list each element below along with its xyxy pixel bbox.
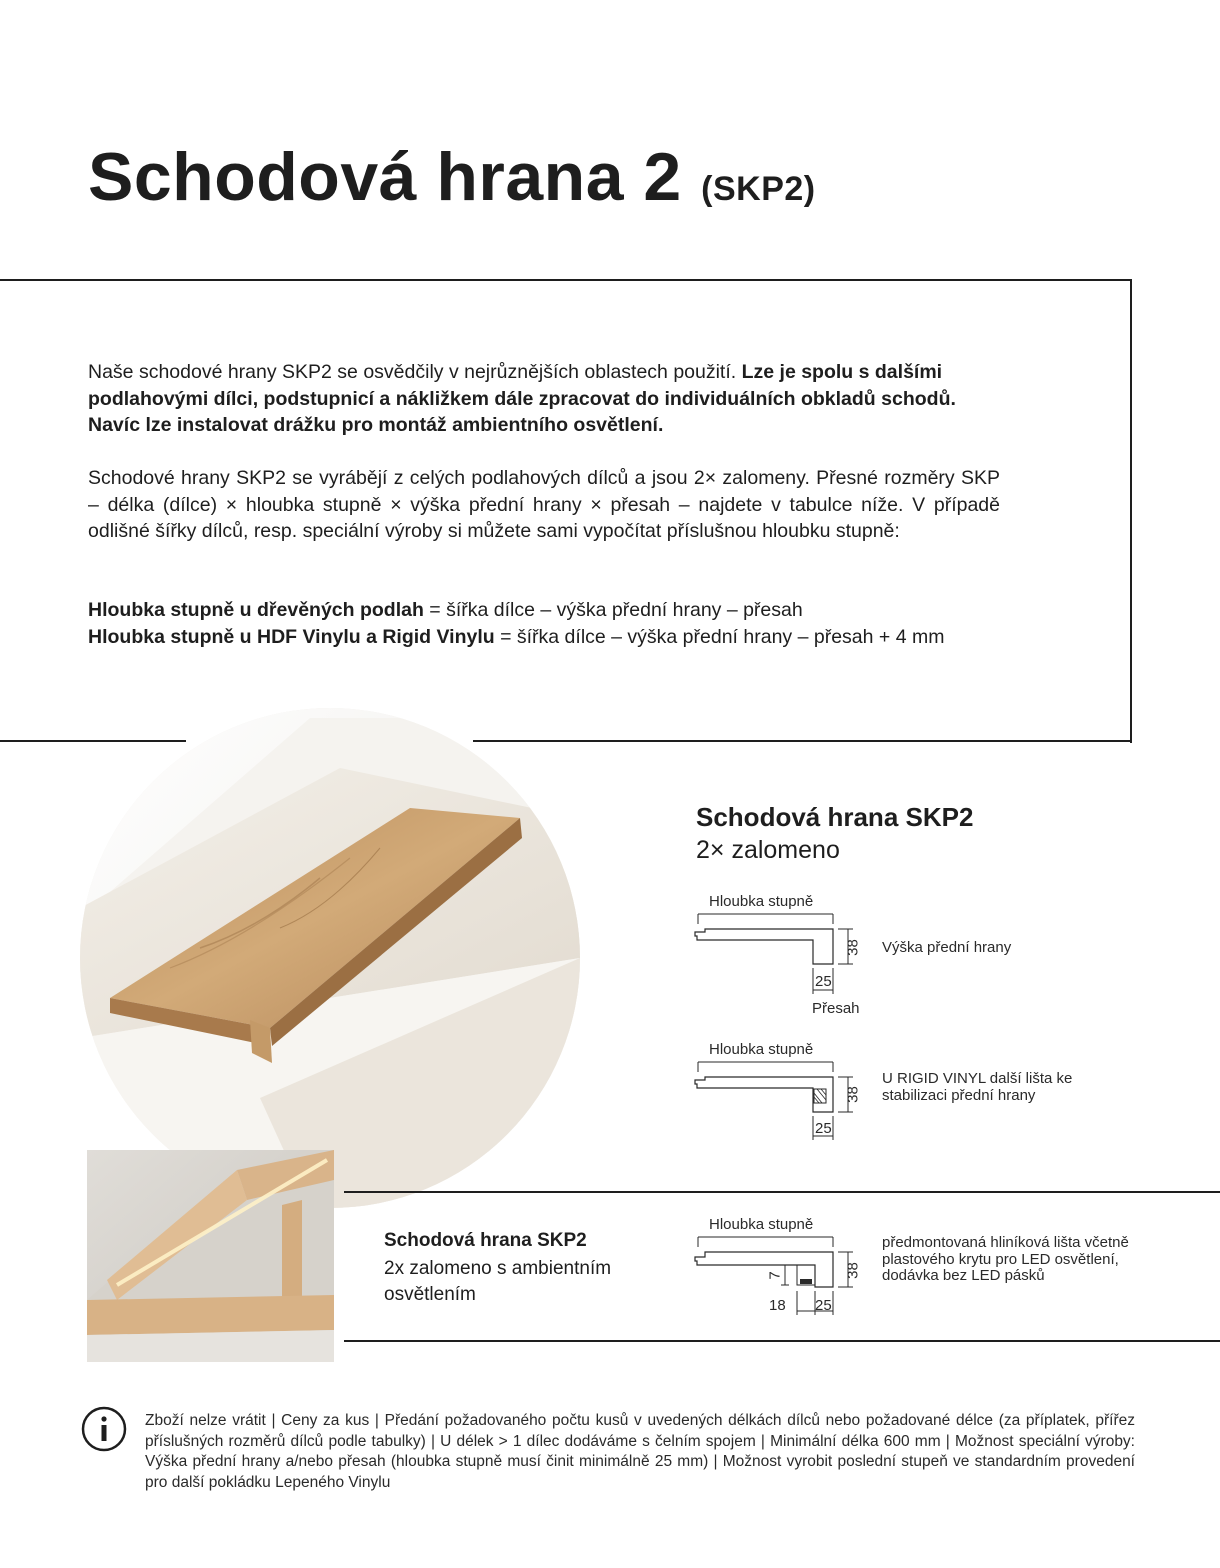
intro-paragraph-2 (88, 465, 1000, 545)
diagram1-depth-label: Hloubka stupně (709, 893, 814, 910)
formula-2 (88, 624, 1000, 651)
page-title (88, 138, 816, 216)
page-title-code: (SKP2) (701, 170, 816, 208)
diagram2-note: U RIGID VINYL další lišta ke stabilizaci přední hrany (882, 1070, 1073, 1104)
led-stair-photo (87, 1150, 334, 1362)
footer-note: Zboží nelze vrátit | Ceny za kus | Předání požadovaného počtu kusů v uvedených délkách dílců nebo požadované délce (za příplatek, přířez příslušných rozměrů dílců podle tabulky) | U délek > 1 dílec dodáváme s čelním spojem | Minimální délka 600 mm | Možnost speciální výroby: Výška přední hrany a/nebo přesah (hloubka stupně musí činit minimálně 25 mm) | Možnost vyrobit poslední stupeň ve standardním provedení pro další pokládku Lepeného Vinylu (145, 1412, 1135, 1491)
formula-1-label: Hloubka stupně u dřevěných podlah (88, 599, 424, 621)
diagram1-overhang-label: Přesah (812, 1000, 860, 1017)
diagram3-width2-value: 25 (815, 1297, 832, 1314)
formula-2-text: = šířka dílce – výška přední hrany – přesah + 4 mm (494, 626, 945, 648)
diagram2-height-value: 38 (844, 1086, 862, 1103)
page-title-main: Schodová hrana 2 (88, 139, 682, 215)
formula-1 (88, 597, 1000, 624)
formula-2-label: Hloubka stupně u HDF Vinylu a Rigid Vinylu (88, 626, 495, 648)
intro-frame-top (0, 279, 1132, 281)
intro-p1-normal: Naše schodové hrany SKP2 se osvědčily v nejrůznějších oblastech použití. (88, 361, 742, 383)
diagram2-overhang-value: 25 (815, 1120, 832, 1137)
diagram3-width1-value: 18 (769, 1297, 786, 1314)
diagram2-drawing (693, 1056, 873, 1156)
intro-p2: Schodové hrany SKP2 se vyrábějí z celých podlahových dílců a jsou 2× zalomeny. Přesné rozměry SKP – délka (dílce) × hloubka stupně × výška přední hrany × přesah – najdete v tabulce níže. V případě odlišné šířky dílců, resp. speciální výroby si můžete sami vypočítat příslušnou hloubku stupně: (88, 467, 1000, 542)
diagram3-note: předmontovaná hliníková lišta včetně plastového krytu pro LED osvětlení, dodávka bez LED pásků (882, 1234, 1129, 1284)
section2-subtitle: 2x zalomeno s ambientním osvětlením (384, 1258, 612, 1305)
diagram2-depth-label: Hloubka stupně (709, 1041, 814, 1058)
section1-title: Schodová hrana SKP2 (696, 802, 974, 832)
intro-frame-right (1130, 279, 1132, 743)
diagram3-depth-label: Hloubka stupně (709, 1216, 814, 1233)
diagram1-height-value: 38 (844, 939, 862, 956)
intro-paragraph-1 (88, 359, 1000, 439)
section2-title: Schodová hrana SKP2 (384, 1230, 587, 1251)
section1-subtitle: 2× zalomeno (696, 836, 840, 864)
diagram1-height-label: Výška přední hrany (882, 939, 1012, 956)
section2-frame-top (344, 1191, 1220, 1193)
diagram3-groove-value: 7 (766, 1271, 784, 1280)
formula-1-text: = šířka dílce – výška přední hrany – přesah (423, 599, 803, 621)
intro-p1-bold: Lze je spolu s dalšími podlahovými dílci, podstupnicí a nákližkem dále zpracovat do individuálních obkladů schodů. Navíc lze instalovat drážku pro montáž ambientního osvětlení. (88, 361, 956, 436)
stair-photo (80, 708, 580, 1208)
diagram1-overhang-value: 25 (815, 973, 832, 990)
section2-frame-bottom (344, 1340, 1220, 1342)
diagram3-height-value: 38 (844, 1262, 862, 1279)
info-icon (81, 1406, 127, 1452)
